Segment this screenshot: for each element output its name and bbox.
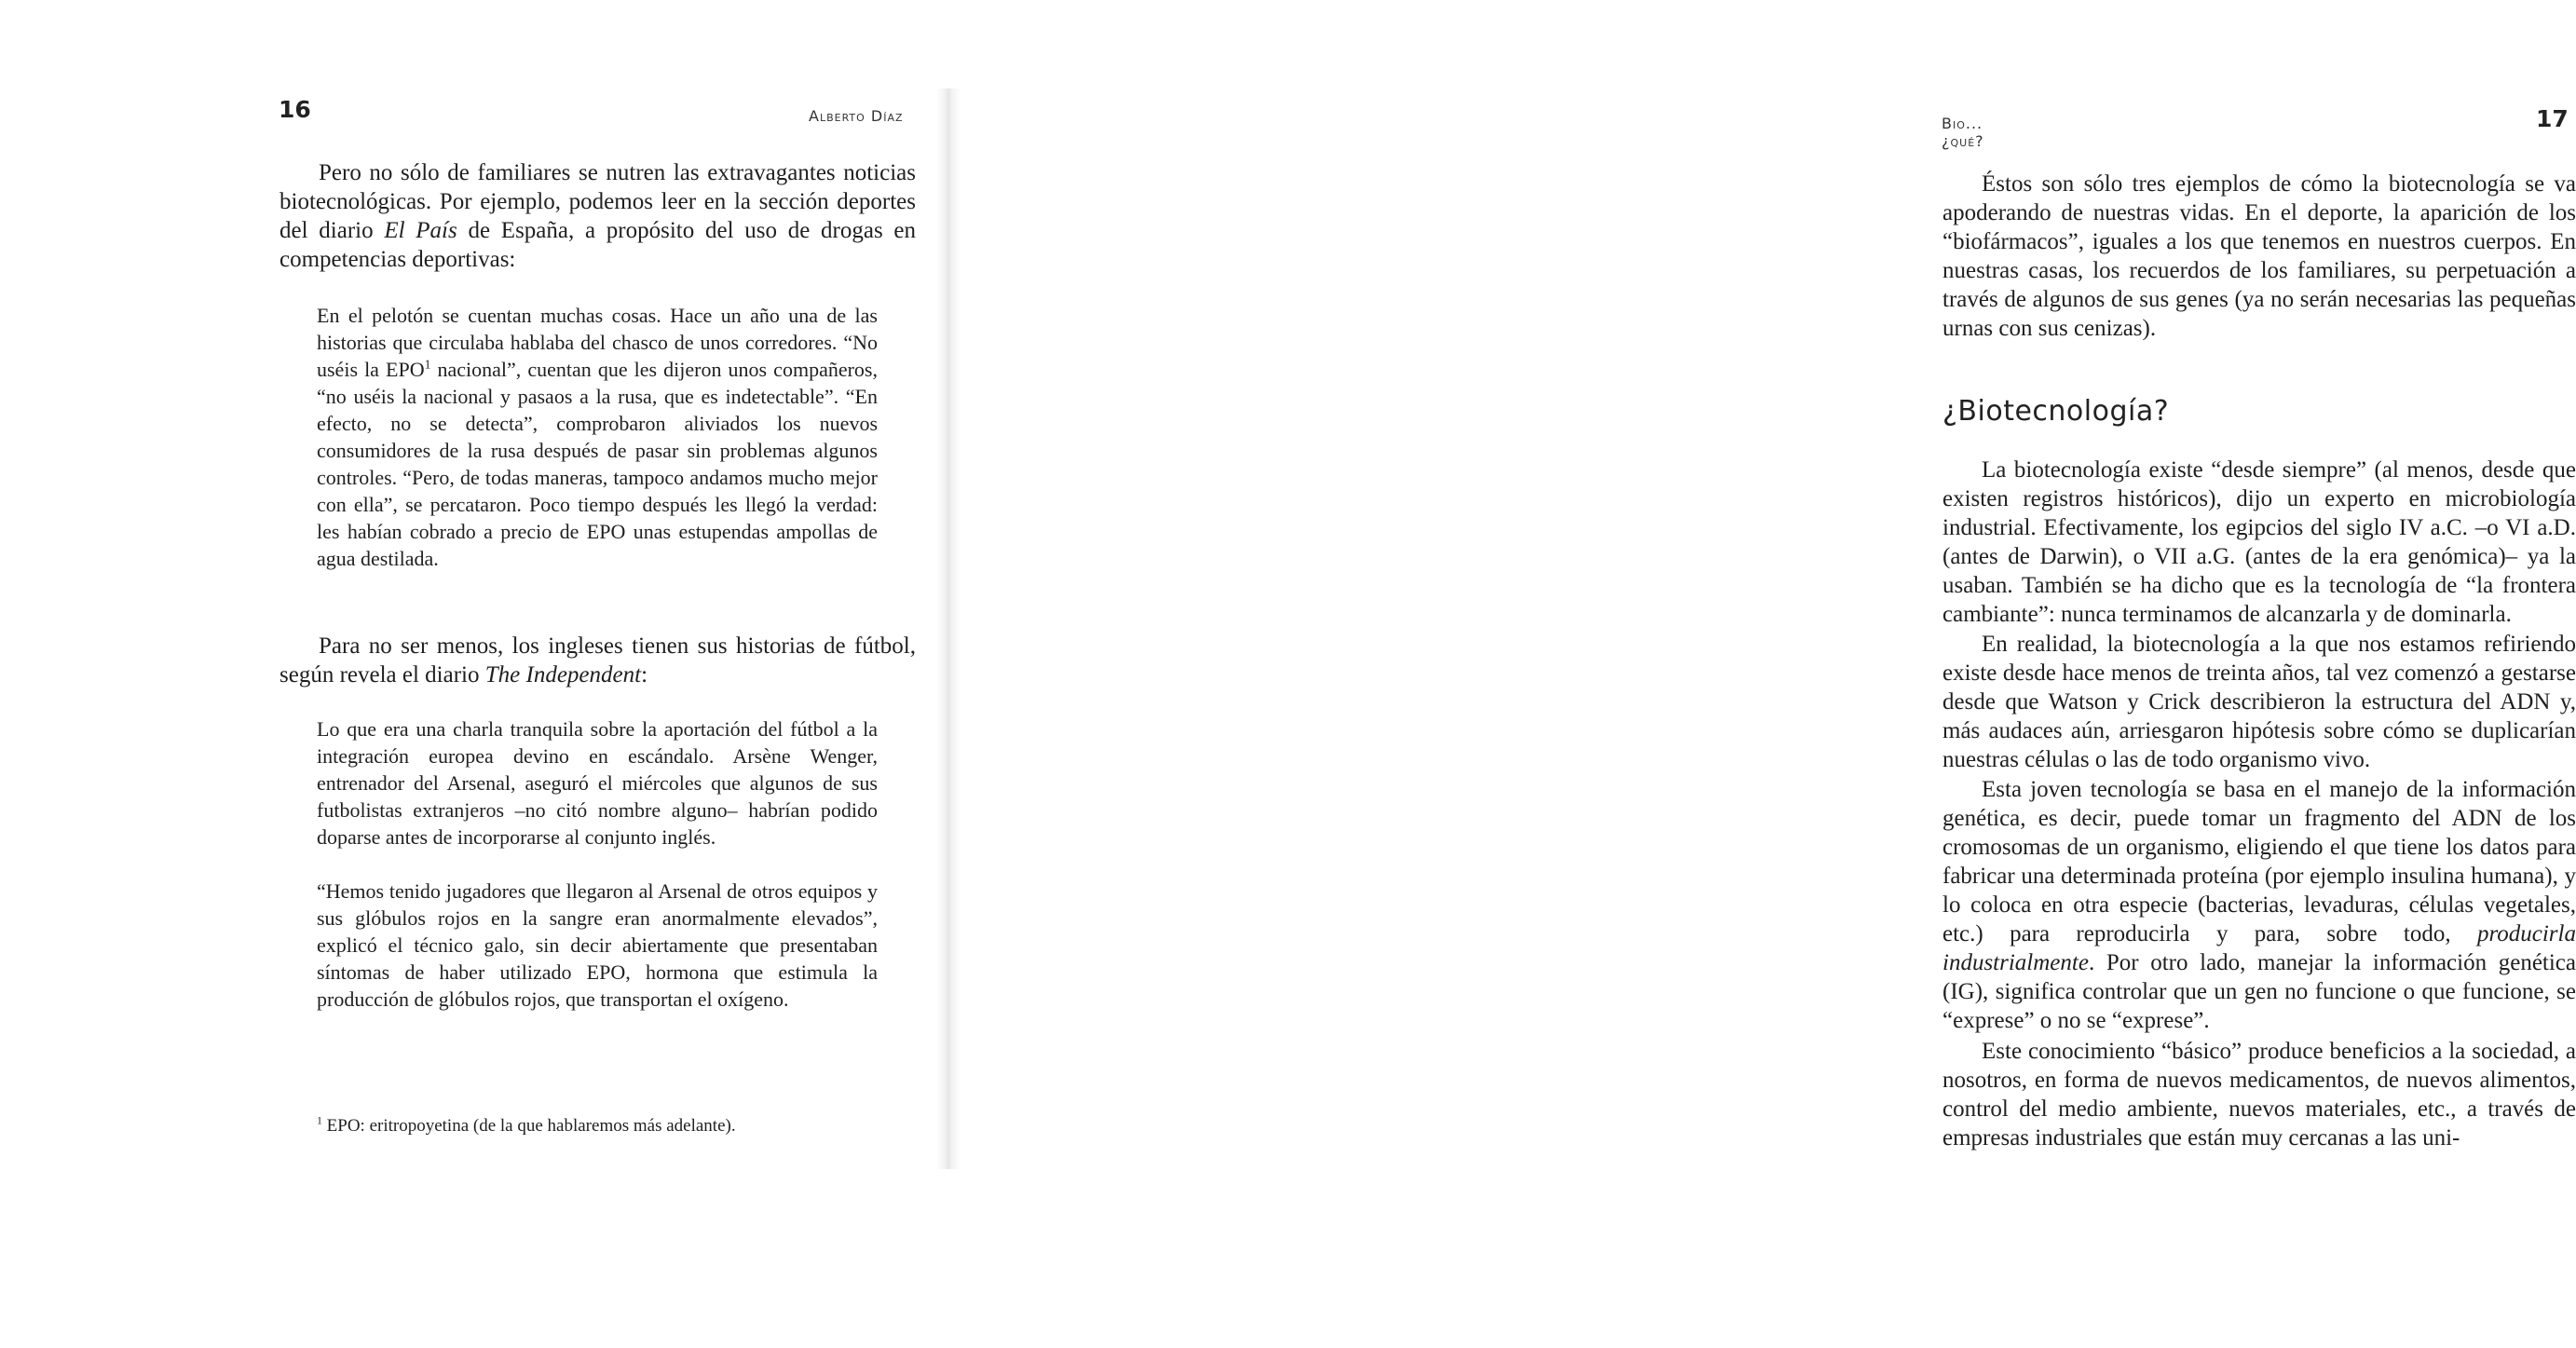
paragraph-text: : <box>641 662 648 688</box>
paragraph-text: Esta joven tecnología se basa en el manejo de la información genética, es decir, puede tomar un fragmento del ADN de los cromosomas de un organismo, eligiendo el que tiene los datos para fabricar una determinada proteína (por ejemplo insulina humana), y lo coloca en otra especie (bacterias, levaduras, células vegetales, etc.) para reproducirla y para, sobre todo, <box>1942 777 2576 946</box>
page-number-right: 17 <box>2536 105 2569 132</box>
footnote-text: EPO: eritropoyetina (de la que hablaremos más adelante). <box>326 1116 736 1136</box>
footnote <box>317 1115 894 1137</box>
running-head-left: Alberto Díaz <box>809 107 904 125</box>
footnote-reference: 1 <box>424 357 431 372</box>
quote-independent-part1: Lo que era una charla tranquila sobre la aportación del fútbol a la integración europea devino en escándalo. Arsène Wenger, entrenador del Arsenal, aseguró el miércoles que algunos de sus futbolistas extranjeros –no citó nombre alguno– habrían podido doparse antes de incorporarse al conjunto inglés. <box>317 717 878 849</box>
section-heading: ¿Biotecnología? <box>1942 395 2170 428</box>
right-page <box>941 0 2576 1348</box>
newspaper-title: El País <box>384 218 457 243</box>
emphasis-text: producirla industrialmente <box>1942 921 2576 975</box>
paragraph-text: Pero no sólo de familiares se nutren las extravagantes noticias biotecnológicas. Por ejemplo, podemos leer en la sección deportes del diario <box>279 160 916 243</box>
paragraph-in-reality: En realidad, la biotecnología a la que nos estamos refiriendo existe desde hace menos de treinta años, tal vez comenzó a gestarse desde que Watson y Crick describieron la estructura del ADN y, más audaces aún, arriesgaron hipótesis sobre cómo se duplicarían nuestras células o las de todo organismo vivo. <box>1942 632 2576 772</box>
paragraph-text: Para no ser menos, los ingleses tienen sus historias de fútbol, según revela el diario <box>279 633 916 688</box>
footnote-number: 1 <box>317 1114 322 1127</box>
paragraph-football-intro <box>279 632 916 689</box>
paragraph-basic-knowledge: Este conocimiento “básico” produce beneficios a la sociedad, a nosotros, en forma de nuevos medicamentos, de nuevos alimentos, control del medio ambiente, nuevos materiales, etc., a través de empresas industriales que están muy cercanas a las uni- <box>1942 1039 2576 1151</box>
quote-text: En el pelotón se cuentan muchas cosas. Hace un año una de las historias que circulaba hablaba del chasco de unos corredores. “No uséis la EPO <box>317 304 878 381</box>
quote-text: nacional”, cuentan que les dijeron unos compañeros, “no uséis la nacional y pasaos a la rusa, que es indetectable”. “En efecto, no se detecta”, comprobaron aliviados los nuevos consumidores de la rusa después de pasar sin problemas algunos controles. “Pero, de todas maneras, tampoco andamos mucho mejor con ella”, se percataron. Poco tiempo después les llegó la verdad: les habían cobrado a precio de EPO unas estupendas ampollas de agua destilada. <box>317 358 878 570</box>
paragraph-epo-intro <box>279 158 916 274</box>
newspaper-title: The Independent <box>484 662 642 688</box>
paragraph-text: . Por otro lado, manejar la información genética (IG), significa controlar que un gen no funcione o que funcione, se “exprese” o no se “exprese”. <box>1942 950 2576 1033</box>
paragraph-three-examples: Éstos son sólo tres ejemplos de cómo la biotecnología se va apoderando de nuestras vidas. En el deporte, la aparición de los “biofármacos”, iguales a los que tenemos en nuestros cuerpos. En nuestras casas, los recuerdos de los familiares, su perpetuación a través de algunos de sus genes (ya no serán necesarias las pequeñas urnas con sus cenizas). <box>1942 171 2576 341</box>
left-page <box>0 0 941 1348</box>
paragraph-young-technology <box>1942 775 2576 1035</box>
page-number-left: 16 <box>279 96 311 123</box>
paragraph-text: de España, a propósito del uso de drogas en competencias deportivas: <box>279 218 917 272</box>
running-head-right: Bio... ¿qué? <box>1942 115 1984 150</box>
quote-independent-part2: “Hemos tenido jugadores que llegaron al Arsenal de otros equipos y sus glóbulos rojos en la sangre eran anormalmente elevados”, explicó el técnico galo, sin decir abiertamente que presentaban síntomas de haber utilizado EPO, hormona que estimula la producción de glóbulos rojos, que transportan el oxígeno. <box>317 879 878 1011</box>
paragraph-since-always: La biotecnología existe “desde siempre” (al menos, desde que existen registros históricos), dijo un experto en microbiología industrial. Efectivamente, los egipcios del siglo IV a.C. –o VI a.D. (antes de Darwin), o VII a.G. (antes de la era genómica)– ya la usaban. También se ha dicho que es la tecnología de “la frontera cambiante”: nunca terminamos de alcanzarla y de dominarla. <box>1942 457 2576 627</box>
quote-el-pais <box>317 302 878 572</box>
